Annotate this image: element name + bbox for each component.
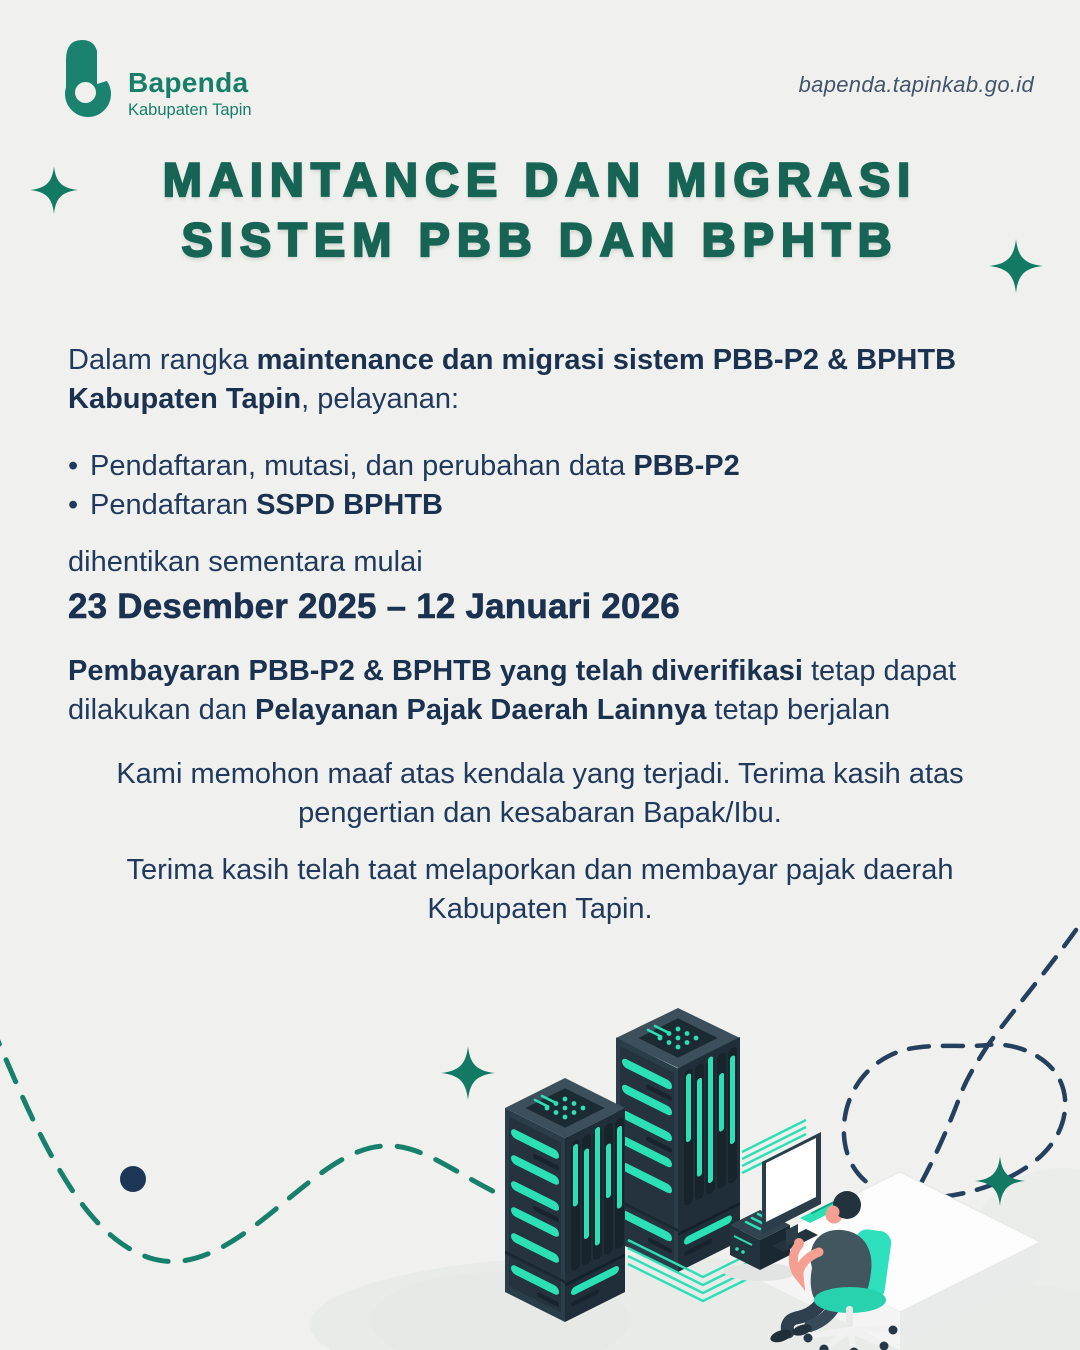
- apology-text: Kami memohon maaf atas kendala yang terjadi. Terima kasih atas pengertian dan kesabaran Bapak/Ibu.: [116, 758, 964, 829]
- title-line-2: SISTEM PBB DAN BPHTB: [181, 213, 899, 266]
- intro-text: Dalam rangka: [68, 344, 257, 376]
- title-line-1: MAINTANCE DAN MIGRASI: [162, 153, 918, 206]
- server-tower-front: [505, 1078, 625, 1322]
- payment-bold-1: Pembayaran PBB-P2 & BPHTB yang telah diverifikasi: [68, 655, 803, 687]
- payment-text-1: tetap dapat dilakukan dan: [68, 655, 957, 726]
- bullet-marker: •: [68, 450, 79, 482]
- list-item: [68, 447, 1018, 486]
- closing-text: Terima kasih telah taat melaporkan dan membayar pajak daerah Kabupaten Tapin.: [126, 854, 954, 925]
- bullet-marker: •: [68, 489, 79, 521]
- apology-paragraph: [0, 755, 1080, 833]
- list-item: [68, 486, 1018, 525]
- brand-logo: [62, 38, 252, 123]
- server-tower-back: [616, 1008, 740, 1272]
- bapenda-logo-icon: [62, 38, 114, 123]
- suspension-block: [68, 543, 1018, 629]
- payment-bold-2: Pelayanan Pajak Daerah Lainnya: [255, 694, 707, 726]
- intro-paragraph: [68, 341, 1018, 419]
- dot-accent: [120, 1166, 146, 1192]
- payment-text-2: tetap berjalan: [706, 694, 891, 726]
- header: [62, 38, 1034, 123]
- sparkle-star-icon: [441, 1046, 495, 1100]
- brand-subtitle: Kabupaten Tapin: [128, 101, 252, 119]
- bullet-text-bold: PBB-P2: [633, 450, 740, 482]
- suspension-label: dihentikan sementara mulai: [68, 546, 423, 578]
- bullet-text-normal: Pendaftaran: [90, 489, 257, 521]
- brand-name: Bapenda: [128, 67, 249, 98]
- intro-bold-text: maintenance dan migrasi sistem PBB-P2 & BPHTB Kabupaten Tapin: [68, 344, 957, 415]
- suspension-period: 23 Desember 2025 – 12 Januari 2026: [68, 587, 680, 626]
- service-bullet-list: [68, 447, 1018, 525]
- bullet-text: [90, 447, 740, 486]
- bullet-text-bold: SSPD BPHTB: [256, 489, 443, 521]
- brand-text: [128, 67, 252, 120]
- bullet-text-normal: Pendaftaran, mutasi, dan perubahan data: [90, 450, 634, 482]
- website-url: bapenda.tapinkab.go.id: [798, 72, 1034, 97]
- payment-paragraph: [68, 652, 1028, 730]
- page-title: [0, 150, 1080, 270]
- bullet-text: [90, 486, 443, 525]
- intro-text-2: , pelayanan:: [301, 383, 460, 415]
- dashed-wave-teal: [0, 1022, 525, 1261]
- hero-illustration: [0, 900, 1080, 1350]
